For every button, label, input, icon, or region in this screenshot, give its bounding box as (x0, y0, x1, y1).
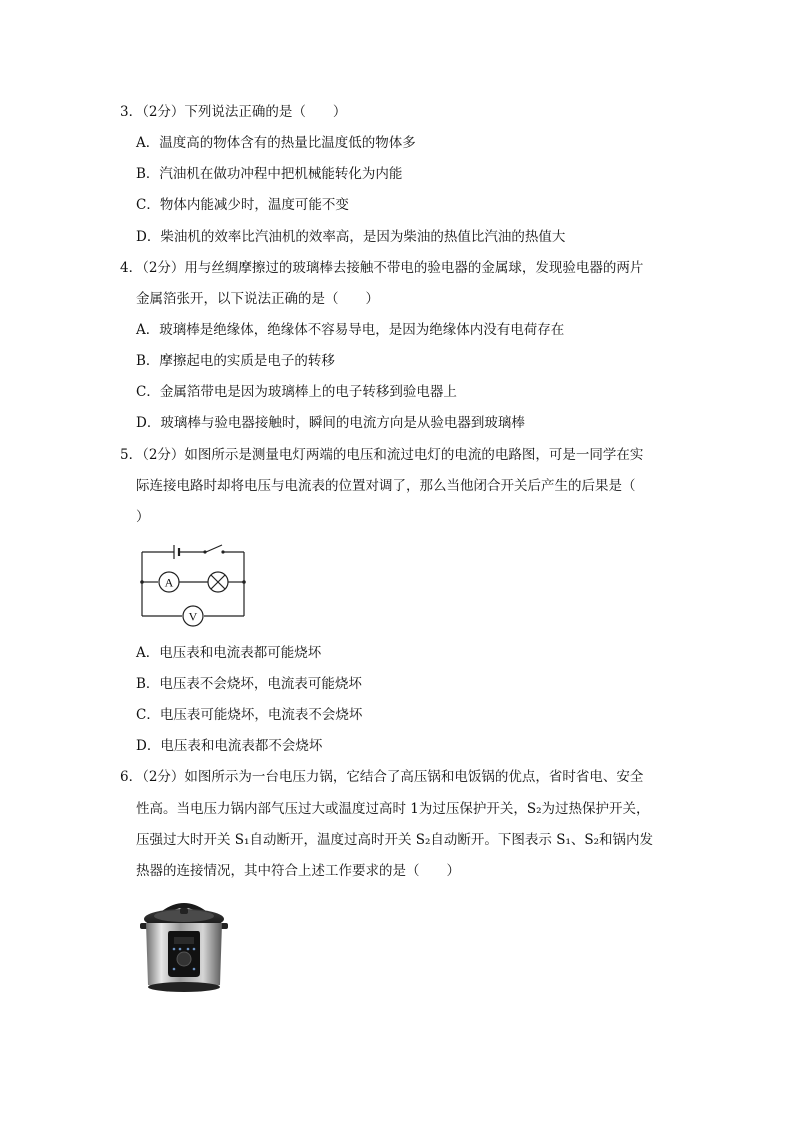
q6-stem-line-2: 性高。当电压力锅内部气压过大或温度过高时 1为过压保护开关，S₂为过热保护开关， (136, 801, 650, 817)
q6-stem-line-3: 压强过大时开关 S₁自动断开，温度过高时开关 S₂自动断开。下图表示 S₁、S₂和锅内发 (136, 832, 654, 848)
pressure-cooker-image (140, 897, 228, 997)
q5-option-d: D．电压表和电流表都不会烧坏 (136, 738, 323, 754)
q4-option-d: D．玻璃棒与验电器接触时，瞬间的电流方向是从验电器到玻璃棒 (136, 415, 525, 431)
voltmeter-label: V (188, 609, 198, 624)
q6-stem-line-1: 6．（2分）如图所示为一台电压力锅，它结合了高压锅和电饭锅的优点，省时省电、安全 (120, 769, 644, 785)
q5-option-b: B．电压表不会烧坏，电流表可能烧坏 (136, 676, 362, 692)
q4-option-b: B．摩擦起电的实质是电子的转移 (136, 353, 335, 369)
q4-option-c: C．金属箔带电是因为玻璃棒上的电子转移到验电器上 (136, 384, 457, 400)
switch-blade (206, 545, 222, 552)
q4-stem-line-2: 金属箔张开，以下说法正确的是（ ） (136, 291, 379, 307)
q5-stem-line-3: ） (136, 509, 150, 525)
q3-stem: 3．（2分）下列说法正确的是（ ） (120, 104, 347, 120)
q5-stem-line-2: 际连接电路时却将电压与电流表的位置对调了，那么当他闭合开关后产生的后果是（ (136, 478, 636, 494)
q5-option-c: C．电压表可能烧坏，电流表不会烧坏 (136, 707, 363, 723)
q3-option-d: D．柴油机的效率比汽油机的效率高，是因为柴油的热值比汽油的热值大 (136, 229, 566, 245)
q3-option-b: B．汽油机在做功冲程中把机械能转化为内能 (136, 166, 403, 182)
q6-stem-line-4: 热器的连接情况，其中符合上述工作要求的是（ ） (136, 863, 460, 879)
q3-option-c: C．物体内能减少时，温度可能不变 (136, 197, 349, 213)
ammeter-label: A (164, 575, 174, 590)
q4-option-a: A．玻璃棒是绝缘体，绝缘体不容易导电，是因为绝缘体内没有电荷存在 (136, 322, 565, 338)
q3-option-a: A．温度高的物体含有的热量比温度低的物体多 (136, 135, 416, 151)
q5-option-a: A．电压表和电流表都可能烧坏 (136, 645, 322, 661)
q4-stem-line-1: 4．（2分）用与丝绸摩擦过的玻璃棒去接触不带电的验电器的金属球，发现验电器的两片 (120, 260, 644, 276)
circuit-diagram (138, 540, 248, 630)
q5-stem-line-1: 5．（2分）如图所示是测量电灯两端的电压和流过电灯的电流的电路图，可是一同学在实 (120, 447, 644, 463)
